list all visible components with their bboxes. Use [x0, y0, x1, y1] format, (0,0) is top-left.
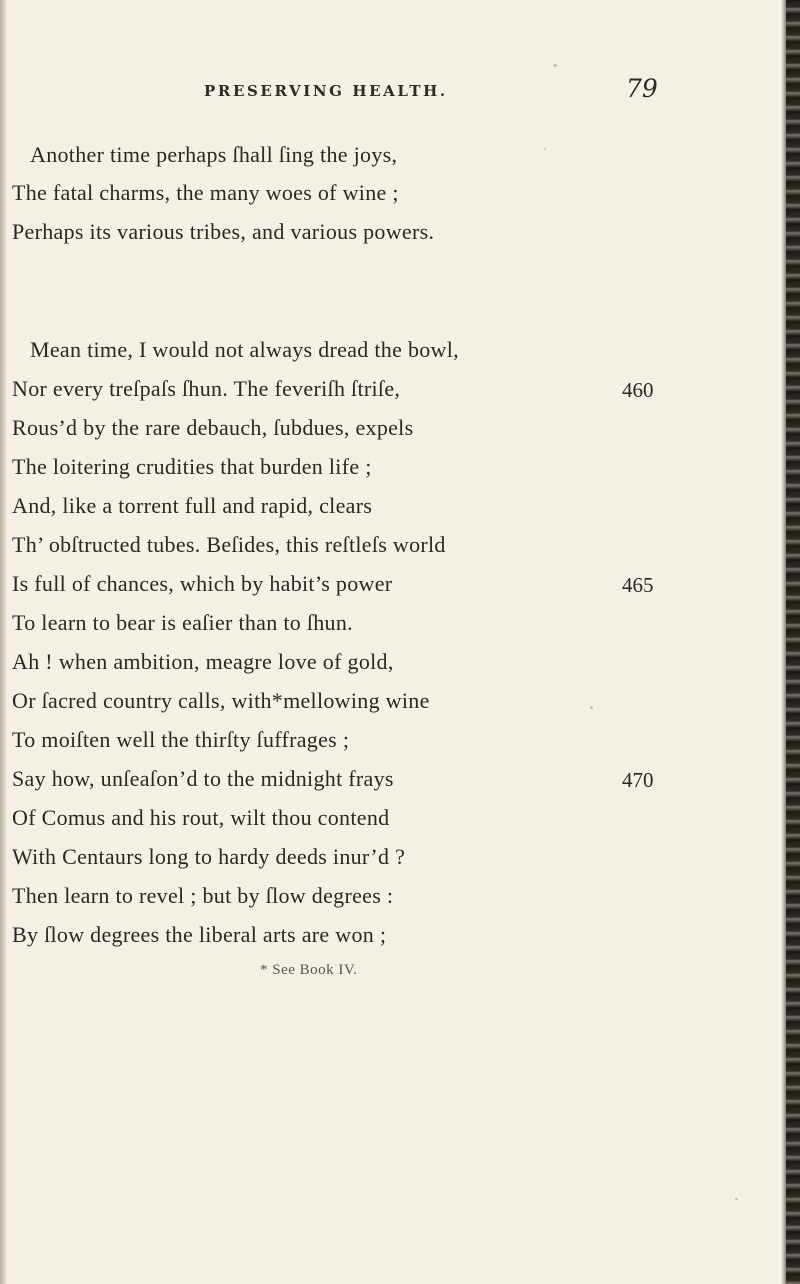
poem-line: Th’ obſtructed tubes. Beſides, this reſtleſs world [12, 532, 446, 557]
poem-line: Or ſacred country calls, with*mellowing wine [12, 688, 430, 713]
poem-line: Of Comus and his rout, wilt thou contend [12, 805, 390, 830]
paper-speck [735, 1198, 738, 1200]
paper-speck [553, 64, 557, 67]
footnote: * See Book IV. [260, 962, 358, 978]
poem-line: Mean time, I would not always dread the bowl, [30, 337, 459, 362]
poem-line: By ſlow degrees the liberal arts are won ; [12, 922, 387, 947]
line-number: 470 [622, 768, 654, 792]
poem-line: The fatal charms, the many woes of wine ; [12, 180, 399, 205]
page-left-edge [0, 0, 6, 1284]
paper-speck [544, 148, 546, 150]
poem-line: Say how, unſeaſon’d to the midnight frays [12, 766, 394, 791]
poem-line: Is full of chances, which by habit’s power [12, 571, 393, 596]
poem-line: Ah ! when ambition, meagre love of gold, [12, 649, 394, 674]
poem-line: To learn to bear is eaſier than to ſhun. [12, 610, 353, 635]
line-number: 465 [622, 573, 654, 597]
poem-line: And, like a torrent full and rapid, clears [12, 493, 373, 518]
line-number: 460 [622, 378, 654, 402]
poem-line: To moiſten well the thirſty ſuffrages ; [12, 727, 350, 752]
poem-line: Nor every treſpaſs ſhun. The feveriſh ſtriſe, [12, 376, 401, 401]
poem-line: Rous’d by the rare debauch, ſubdues, expels [12, 415, 414, 440]
paper-speck [590, 706, 593, 709]
poem-line: With Centaurs long to hardy deeds inur’d ? [12, 844, 406, 869]
page-number: 79 [626, 74, 658, 103]
running-head: PRESERVING HEALTH. [204, 82, 448, 100]
poem-line: Then learn to revel ; but by ſlow degrees : [12, 883, 394, 908]
poem-line: The loitering crudities that burden life ; [12, 454, 372, 479]
poem-line: Another time perhaps ſhall ſing the joys, [30, 142, 398, 167]
poem-line: Perhaps its various tribes, and various powers. [12, 219, 435, 244]
book-binding-edge [786, 0, 800, 1284]
